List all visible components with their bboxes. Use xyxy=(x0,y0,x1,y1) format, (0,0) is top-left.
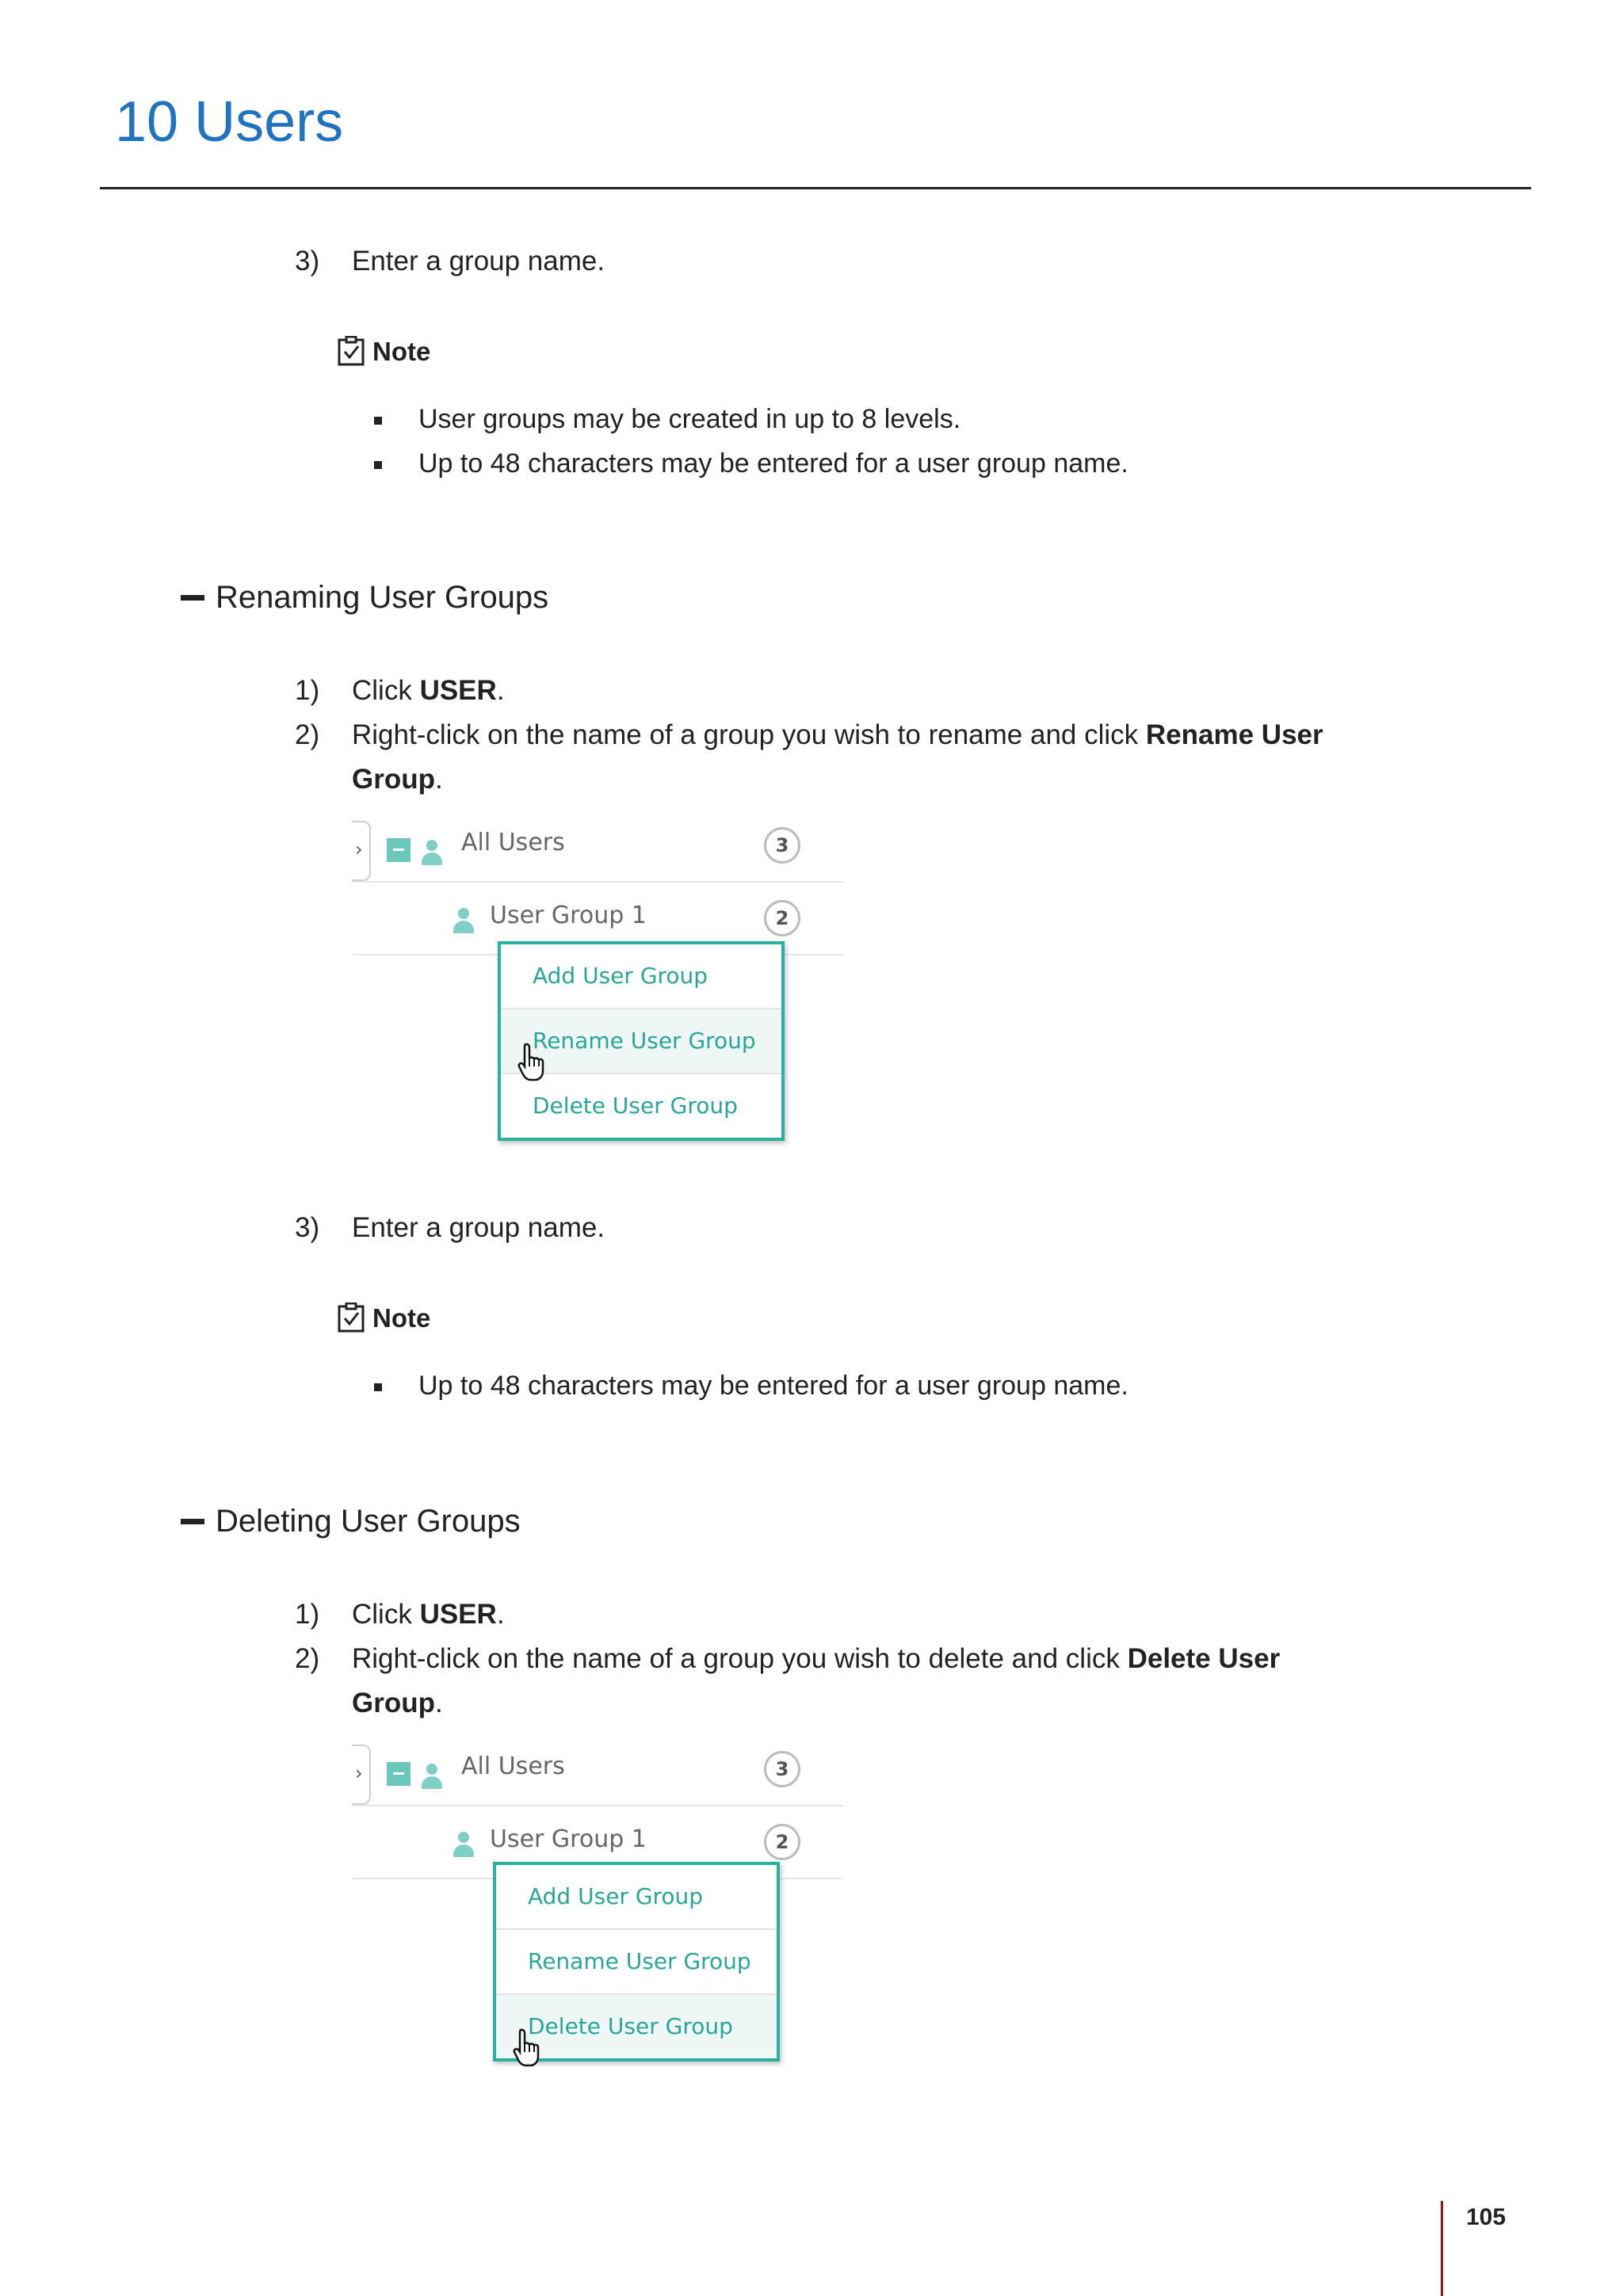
clipboard-check-icon xyxy=(338,1302,365,1333)
step-number: 3) xyxy=(295,246,320,277)
all-users-label[interactable]: All Users xyxy=(461,829,565,856)
intro-note-heading xyxy=(338,336,430,366)
step-number: 3) xyxy=(295,1212,320,1243)
delete-step-2-continued: Group. xyxy=(352,1688,443,1718)
menu-item-add-user-group[interactable]: Add User Group xyxy=(533,963,708,989)
bullet-marker xyxy=(374,461,382,469)
section-heading-text: Renaming User Groups xyxy=(216,580,549,615)
collapse-icon[interactable] xyxy=(387,1762,411,1786)
step-text: Click USER. xyxy=(352,675,505,706)
bullet-text: Up to 48 characters may be entered for a user group name. xyxy=(418,1371,1128,1401)
hand-cursor-icon xyxy=(512,2028,544,2068)
step-number: 1) xyxy=(295,675,320,706)
step-number: 2) xyxy=(295,1643,320,1674)
step-text: Enter a group name. xyxy=(352,246,605,277)
bullet-text: Up to 48 characters may be entered for a user group name. xyxy=(418,448,1128,479)
bullet-marker xyxy=(374,417,382,425)
row-divider xyxy=(352,1805,843,1806)
hand-cursor-icon xyxy=(517,1043,548,1082)
user-icon xyxy=(420,1764,444,1789)
all-users-label[interactable]: All Users xyxy=(461,1753,565,1780)
user-group-count-badge: 2 xyxy=(764,1824,800,1860)
step-number: 2) xyxy=(295,719,320,750)
chapter-title: 10 Users xyxy=(115,90,344,154)
rename-step-2-continued: Group. xyxy=(352,764,443,795)
sidebar-toggle[interactable] xyxy=(352,1745,371,1805)
bullet-text: User groups may be created in up to 8 levels. xyxy=(418,404,961,434)
section-heading-renaming xyxy=(181,582,548,613)
step-text: Right-click on the name of a group you wish to rename and click Rename User xyxy=(352,719,1323,750)
row-divider xyxy=(352,881,843,883)
menu-item-rename-user-group[interactable]: Rename User Group xyxy=(501,1009,781,1073)
heading-dash xyxy=(181,595,204,601)
user-icon xyxy=(420,840,444,865)
all-users-count-badge: 3 xyxy=(764,1751,800,1787)
context-menu xyxy=(498,941,785,1141)
rename-context-menu-screenshot xyxy=(352,816,843,1149)
menu-item-delete-user-group[interactable]: Delete User Group xyxy=(533,1093,738,1119)
footer-rule xyxy=(1441,2201,1443,2296)
section-heading-deleting xyxy=(181,1505,521,1537)
user-icon xyxy=(452,908,475,933)
chevron-right-icon: › xyxy=(355,1762,363,1784)
bullet-marker xyxy=(374,1383,382,1391)
chevron-right-icon: › xyxy=(355,838,363,860)
step-text: Right-click on the name of a group you wish to delete and click Delete User xyxy=(352,1643,1281,1674)
delete-context-menu-screenshot xyxy=(352,1740,843,2073)
collapse-icon[interactable] xyxy=(387,838,411,862)
step-text: Enter a group name. xyxy=(352,1212,605,1243)
sidebar-toggle[interactable] xyxy=(352,821,371,881)
note-label: Note xyxy=(372,336,431,366)
clipboard-check-icon xyxy=(338,336,365,366)
user-group-1-label[interactable]: User Group 1 xyxy=(490,1825,647,1853)
user-group-1-label[interactable]: User Group 1 xyxy=(490,902,647,929)
menu-item-delete-user-group[interactable]: Delete User Group xyxy=(496,1995,777,2058)
menu-item-rename-user-group[interactable]: Rename User Group xyxy=(528,1948,751,1974)
all-users-count-badge: 3 xyxy=(764,827,800,864)
header-rule xyxy=(100,187,1531,189)
user-icon xyxy=(452,1832,475,1857)
note-label: Note xyxy=(372,1302,431,1333)
section-heading-text: Deleting User Groups xyxy=(216,1504,521,1539)
page-number: 105 xyxy=(1466,2204,1507,2230)
step-number: 1) xyxy=(295,1599,320,1630)
step-text: Click USER. xyxy=(352,1599,505,1630)
user-group-count-badge: 2 xyxy=(764,900,800,936)
rename-note-heading xyxy=(338,1302,430,1333)
menu-item-add-user-group[interactable]: Add User Group xyxy=(528,1883,704,1909)
heading-dash xyxy=(181,1519,204,1524)
